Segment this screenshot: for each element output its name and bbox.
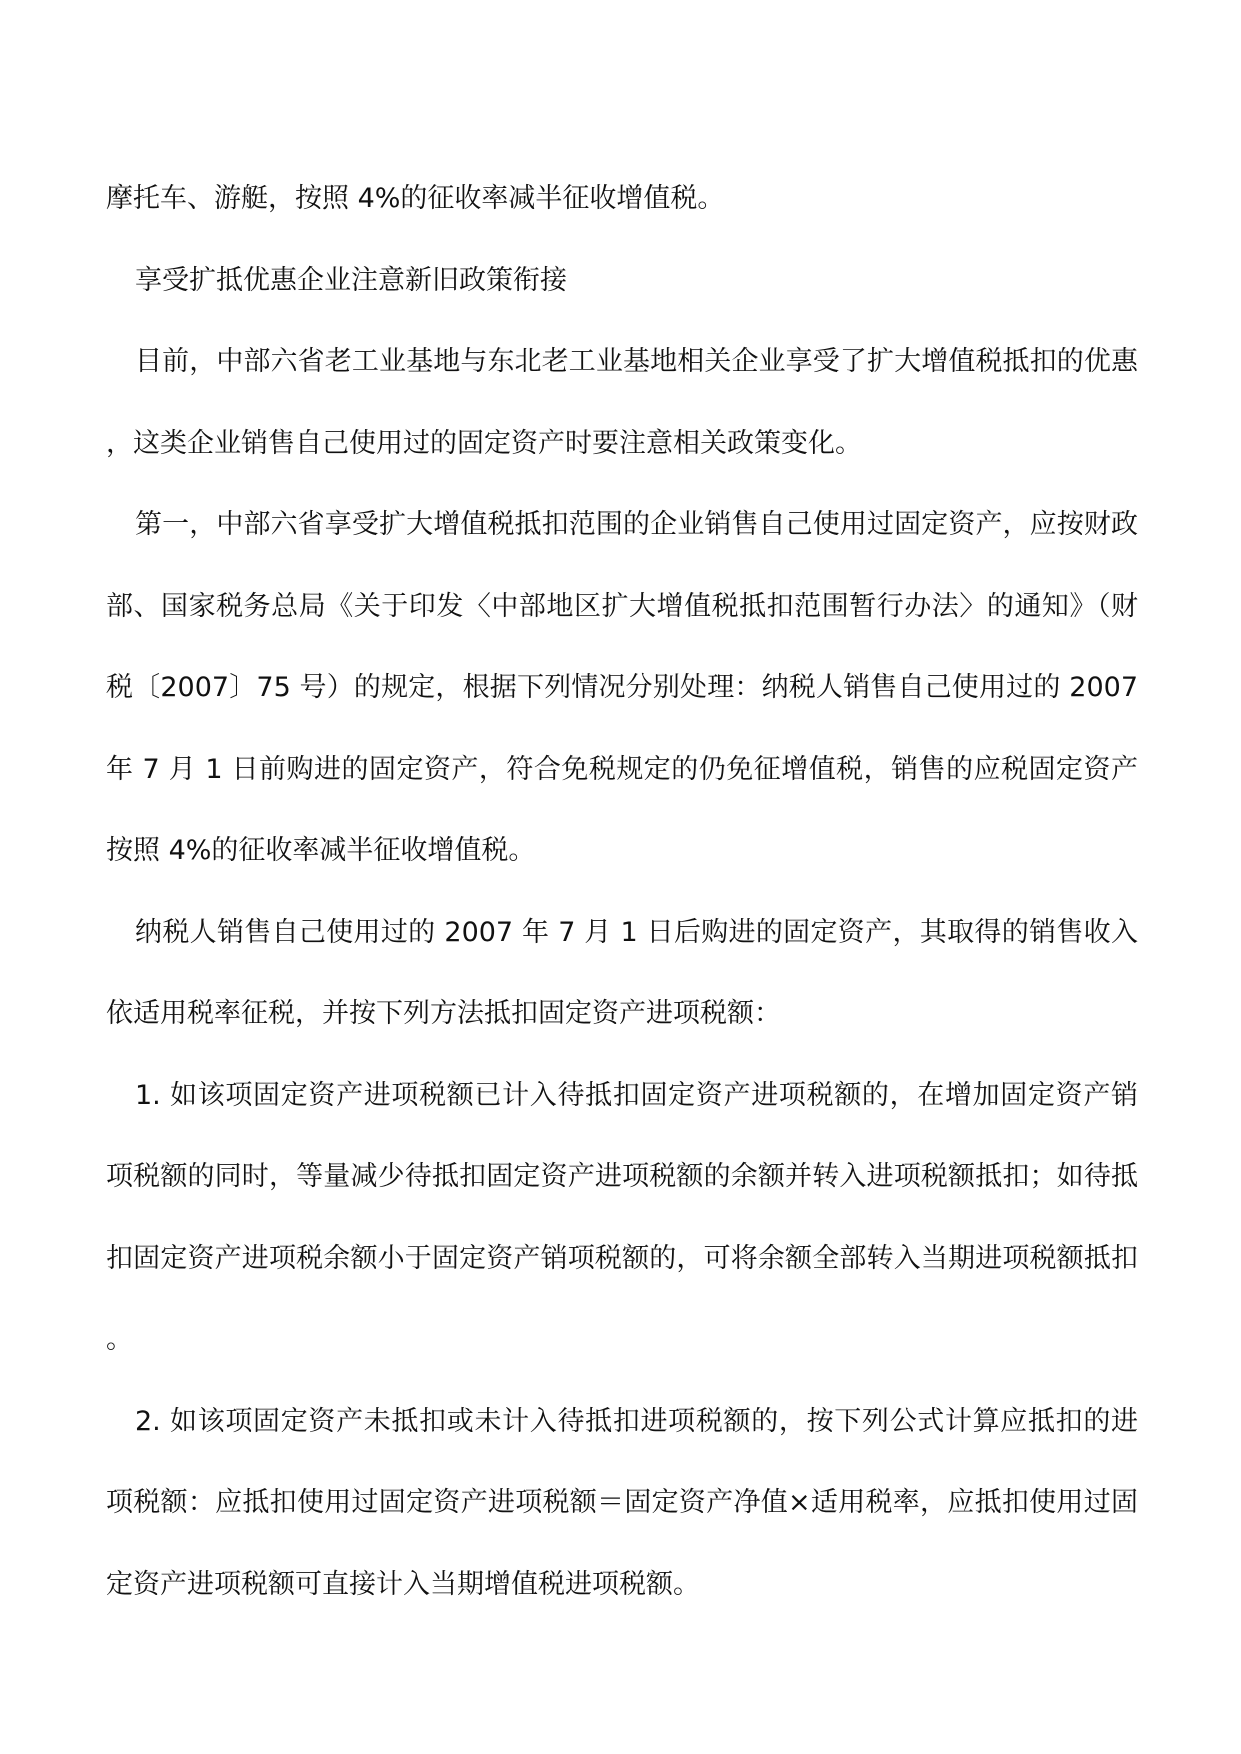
section-heading: 享受扩抵优惠企业注意新旧政策衔接 bbox=[135, 264, 567, 296]
document-body bbox=[106, 158, 1138, 1625]
paragraph: 第一，中部六省享受扩大增值税抵扣范围的企业销售自己使用过固定资产，应按财政部、国家税务总局《关于印发〈中部地区扩大增值税抵扣范围暂行办法〉的通知》（财税〔2007〕75 号）的规定，根据下列情况分别处理：纳税人销售自己使用过的 2007 年 7 月 1 日前购进的固定资产，符合免税规定的仍免征增值税，销售的应税固定资产按照 4%的征收率减半征收增值税。 bbox=[106, 509, 1138, 866]
paragraph: 目前，中部六省老工业基地与东北老工业基地相关企业享受了扩大增值税抵扣的优惠，这类企业销售自己使用过的固定资产时要注意相关政策变化。 bbox=[106, 346, 1138, 459]
list-item: 2. 如该项固定资产未抵扣或未计入待抵扣进项税额的，按下列公式计算应抵扣的进项税额：应抵扣使用过固定资产进项税额＝固定资产净值×适用税率，应抵扣使用过固定资产进项税额可直接计入当期增值税进项税额。 bbox=[106, 1405, 1138, 1600]
paragraph-continuation: 摩托车、游艇，按照 4%的征收率减半征收增值税。 bbox=[106, 183, 725, 214]
list-item: 1. 如该项固定资产进项税额已计入待抵扣固定资产进项税额的，在增加固定资产销项税额的同时，等量减少待抵扣固定资产进项税额的余额并转入进项税额抵扣；如待抵扣固定资产进项税余额小于固定资产销项税额的，可将余额全部转入当期进项税额抵扣。 bbox=[106, 1079, 1138, 1355]
paragraph: 纳税人销售自己使用过的 2007 年 7 月 1 日后购进的固定资产，其取得的销售收入依适用税率征税，并按下列方法抵扣固定资产进项税额： bbox=[106, 916, 1138, 1029]
